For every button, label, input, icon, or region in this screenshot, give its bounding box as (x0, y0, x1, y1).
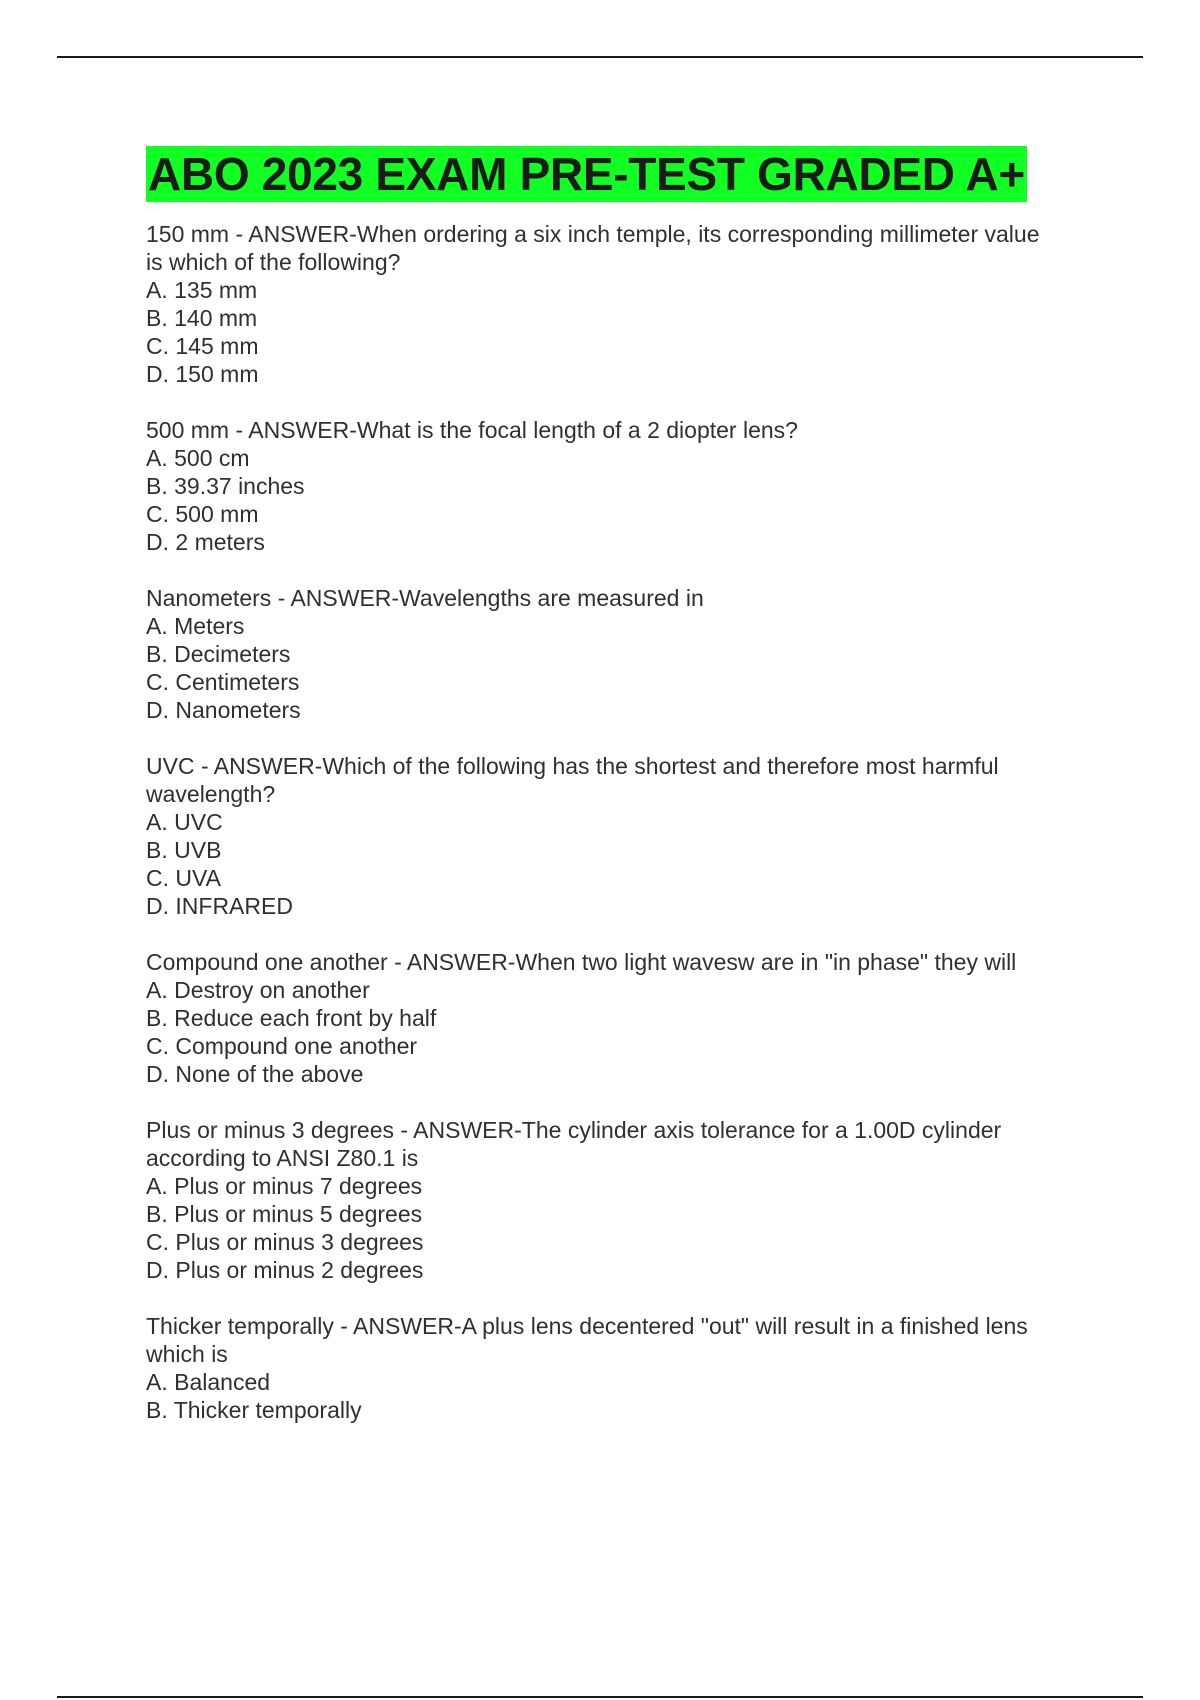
document-body (146, 146, 1096, 1452)
answer-option: C. Centimeters (146, 669, 300, 695)
answer-option: B. Decimeters (146, 641, 291, 667)
question-text: 150 mm - ANSWER-When ordering a six inch temple, its corresponding millimeter value (146, 221, 1040, 247)
question-item (146, 1116, 1096, 1284)
page-title: ABO 2023 EXAM PRE-TEST GRADED A+ (148, 148, 1025, 200)
answer-option: B. Thicker temporally (146, 1397, 362, 1423)
question-text: is which of the following? (146, 249, 401, 275)
answer-option: D. None of the above (146, 1061, 364, 1087)
answer-option: B. Reduce each front by half (146, 1005, 437, 1031)
question-text: Thicker temporally - ANSWER-A plus lens decentered "out" will result in a finished lens (146, 1313, 1028, 1339)
question-item (146, 220, 1096, 388)
answer-option: B. UVB (146, 837, 222, 863)
answer-option: C. 145 mm (146, 333, 259, 359)
header-rule (57, 56, 1143, 58)
answer-option: A. Balanced (146, 1369, 271, 1395)
answer-option: C. 500 mm (146, 501, 259, 527)
question-text: Plus or minus 3 degrees - ANSWER-The cylinder axis tolerance for a 1.00D cylinder (146, 1117, 1002, 1143)
question-item (146, 1312, 1096, 1424)
question-text: Nanometers - ANSWER-Wavelengths are measured in (146, 585, 704, 611)
question-text: Compound one another - ANSWER-When two light wavesw are in "in phase" they will (146, 949, 1017, 975)
question-text: which is (146, 1341, 228, 1367)
answer-option: C. Compound one another (146, 1033, 418, 1059)
answer-option: A. Destroy on another (146, 977, 370, 1003)
answer-option: A. 500 cm (146, 445, 250, 471)
question-item (146, 416, 1096, 556)
question-text: 500 mm - ANSWER-What is the focal length of a 2 diopter lens? (146, 417, 798, 443)
answer-option: D. Plus or minus 2 degrees (146, 1257, 424, 1283)
question-text: UVC - ANSWER-Which of the following has the shortest and therefore most harmful (146, 753, 999, 779)
question-text: according to ANSI Z80.1 is (146, 1145, 419, 1171)
answer-option: A. 135 mm (146, 277, 258, 303)
question-list (146, 220, 1096, 1424)
answer-option: A. UVC (146, 809, 223, 835)
answer-option: A. Meters (146, 613, 245, 639)
answer-option: D. 150 mm (146, 361, 259, 387)
footer-rule (57, 1696, 1143, 1698)
question-item (146, 948, 1096, 1088)
answer-option: C. UVA (146, 865, 221, 891)
answer-option: D. Nanometers (146, 697, 301, 723)
answer-option: D. 2 meters (146, 529, 265, 555)
question-item (146, 584, 1096, 724)
answer-option: C. Plus or minus 3 degrees (146, 1229, 424, 1255)
answer-option: B. 39.37 inches (146, 473, 305, 499)
answer-option: B. Plus or minus 5 degrees (146, 1201, 423, 1227)
answer-option: B. 140 mm (146, 305, 258, 331)
question-text: wavelength? (146, 781, 276, 807)
answer-option: D. INFRARED (146, 893, 293, 919)
question-item (146, 752, 1096, 920)
answer-option: A. Plus or minus 7 degrees (146, 1173, 423, 1199)
